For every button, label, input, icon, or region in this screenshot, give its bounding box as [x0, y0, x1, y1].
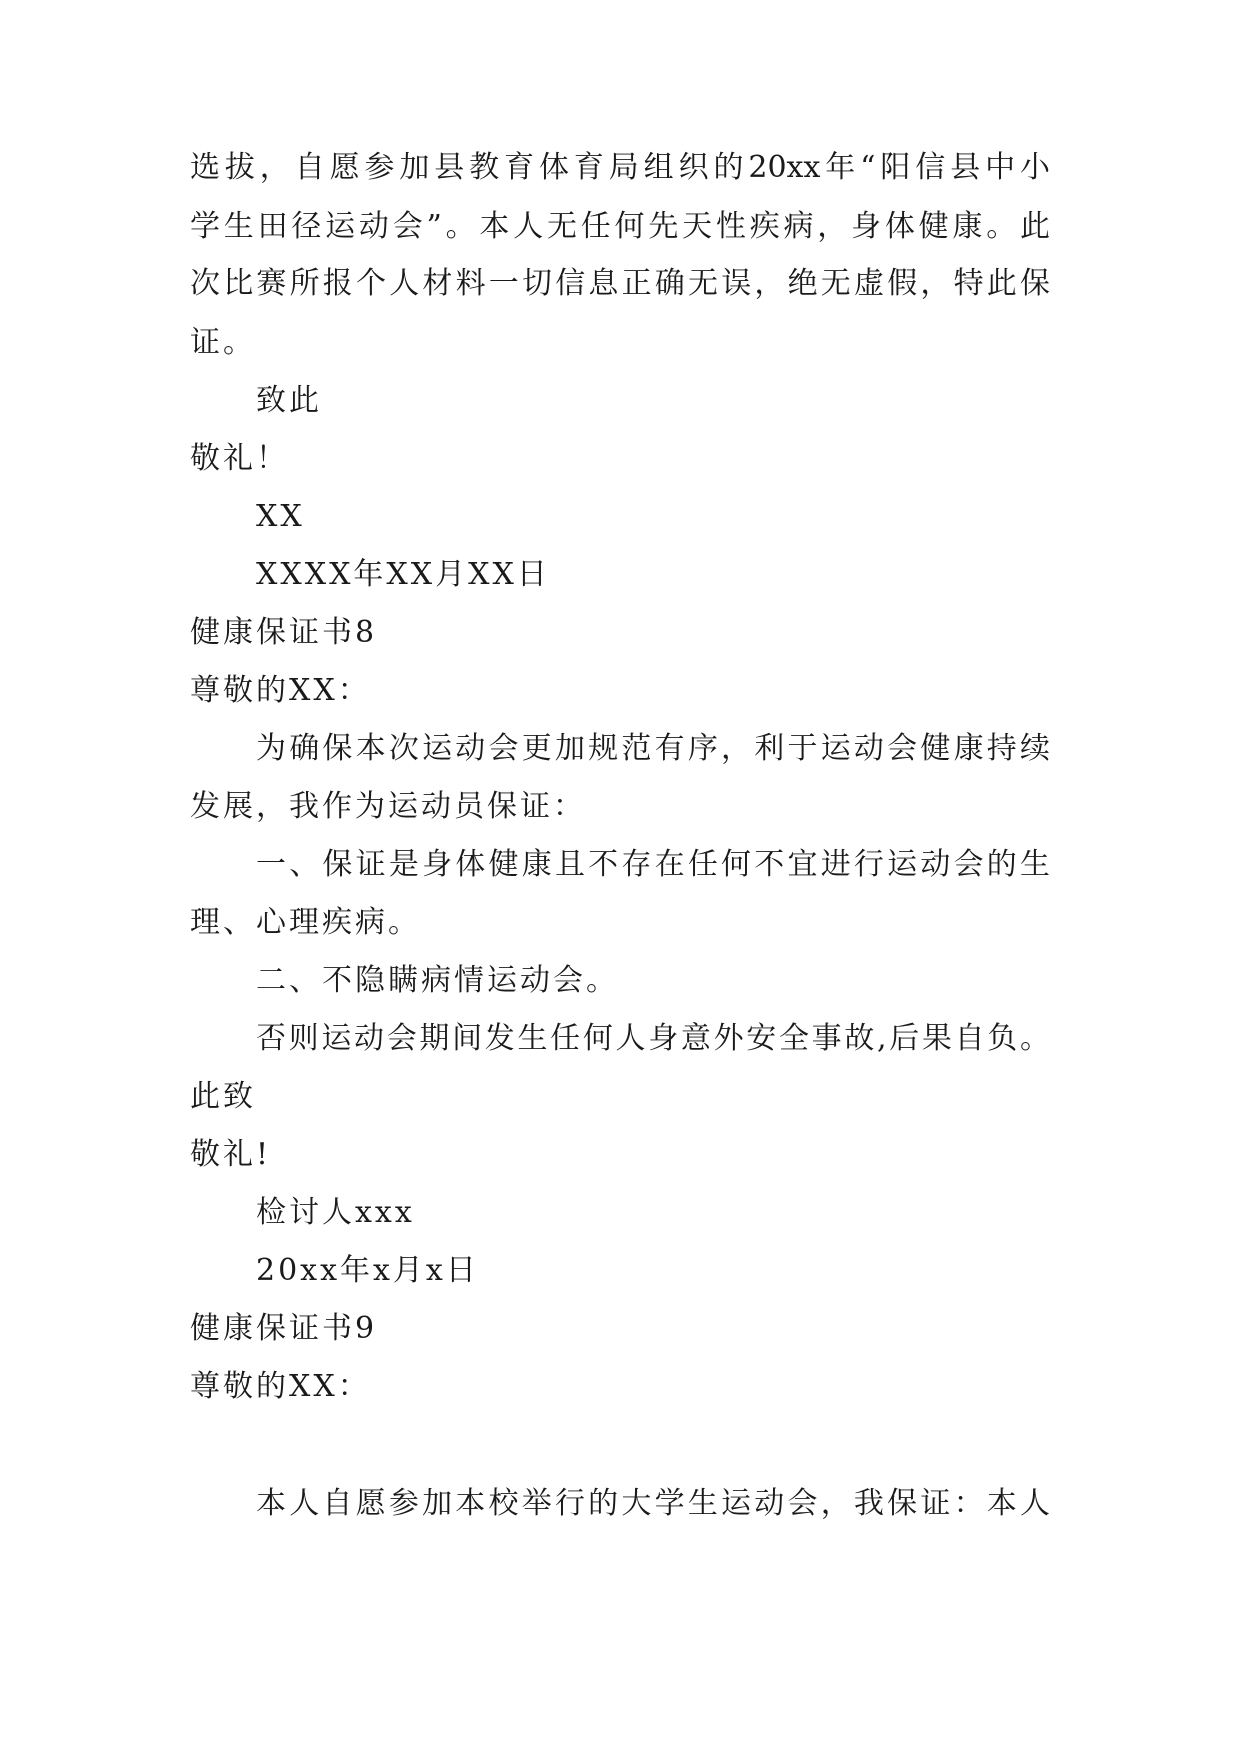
signature-name: 检讨人xxx [256, 1195, 415, 1230]
paragraph-line: 否则运动会期间发生任何人身意外安全事故,后果自负。 [256, 1021, 1050, 1056]
paragraph-line: 为确保本次运动会更加规范有序，利于运动会健康持续 [256, 731, 1050, 766]
signature-date: XXXX年XX月XX日 [256, 557, 550, 592]
signature-name: XX [256, 499, 305, 534]
salutation-closing: 敬礼！ [190, 441, 289, 476]
paragraph-line: 发展，我作为运动员保证： [190, 789, 586, 824]
section-title: 健康保证书9 [190, 1311, 378, 1346]
salutation-closing: 敬礼! [190, 1137, 272, 1172]
paragraph-line: 学生田径运动会”。本人无任何先天性疾病，身体健康。此 [190, 209, 1050, 244]
paragraph-line: 一、保证是身体健康且不存在任何不宜进行运动会的生 [256, 847, 1050, 882]
closing-phrase: 致此 [256, 383, 322, 418]
section-title: 健康保证书8 [190, 615, 378, 650]
paragraph-line: 选拔，自愿参加县教育体育局组织的20xx年“阳信县中小 [190, 150, 1050, 185]
paragraph-line: 二、不隐瞒病情运动会。 [256, 963, 619, 998]
salutation: 尊敬的XX： [190, 673, 371, 708]
paragraph-line: 证。 [190, 325, 256, 360]
salutation: 尊敬的XX： [190, 1369, 371, 1404]
closing-phrase: 此致 [190, 1079, 256, 1114]
paragraph-line: 次比赛所报个人材料一切信息正确无误，绝无虚假，特此保 [190, 266, 1050, 301]
signature-date: 20xx年x月x日 [256, 1253, 479, 1288]
paragraph-line: 本人自愿参加本校举行的大学生运动会，我保证：本人 [256, 1486, 1050, 1521]
paragraph-line: 理、心理疾病。 [190, 905, 421, 940]
